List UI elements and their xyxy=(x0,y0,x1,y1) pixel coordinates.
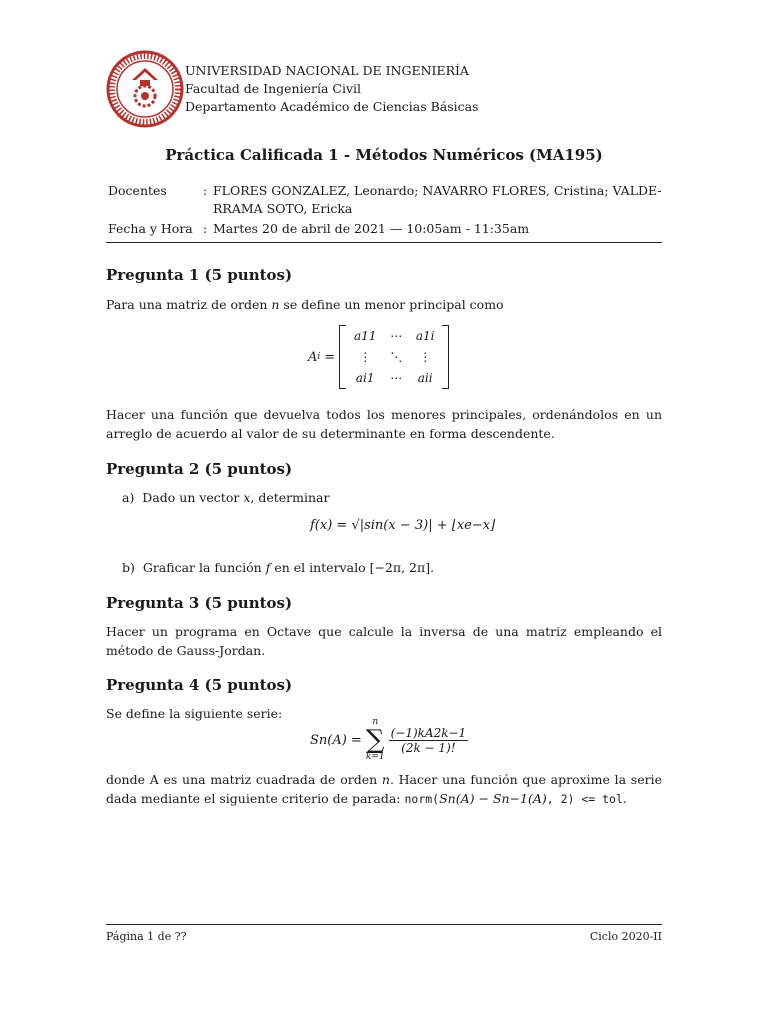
matrix-cell: a1i xyxy=(415,329,435,343)
matrix-cell: ⋯ xyxy=(390,329,403,343)
university-seal-icon xyxy=(106,50,184,128)
q1-title: Pregunta 1 (5 puntos) xyxy=(106,266,293,284)
q4-body: donde A es una matriz cuadrada de orden n. Hacer una función que aproxime la serie dada mediante el siguiente criterio de parada: norm(Sn(A) − Sn−1(A), 2) <= tol. xyxy=(106,772,662,806)
matrix-cell: ai1 xyxy=(355,371,375,385)
docentes-label: Docentes xyxy=(108,183,167,198)
header-divider xyxy=(106,242,662,243)
fecha-label: Fecha y Hora xyxy=(108,221,193,236)
matrix-cell: ⋯ xyxy=(390,371,403,385)
series-lhs: Sn(A) = xyxy=(310,732,362,748)
q1-matrix-formula: A i = a11 ⋯ a1i ⋮ ⋱ ⋮ ai1 ⋯ aii xyxy=(308,325,449,389)
q3-title: Pregunta 3 (5 puntos) xyxy=(106,594,293,612)
q3-body: Hacer un programa en Octave que calcule la inversa de una matriz empleando el método de Gauss-Jordan. xyxy=(106,624,662,658)
faculty-name: Facultad de Ingeniería Civil xyxy=(185,81,362,96)
docentes-value: FLORES GONZALEZ, Leonardo; NAVARRO FLORES, Cristina; VALDE-RRAMA SOTO, Ericka xyxy=(213,183,662,216)
footer-divider xyxy=(106,924,662,925)
summation: n ∑ k=1 xyxy=(365,717,385,762)
q1-matrix xyxy=(346,325,442,389)
matrix-cell: ⋮ xyxy=(359,350,372,364)
exam-meta: Docentes : FLORES GONZALEZ, Leonardo; NAVARRO FLORES, Cristina; VALDE-RRAMA SOTO, Ericka Fecha y Hora : Martes 20 de abril de 2021 — 10:05am - 11:35am xyxy=(108,182,668,238)
matrix-cell: ⋮ xyxy=(419,350,432,364)
fecha-value: Martes 20 de abril de 2021 — 10:05am - 11:35am xyxy=(213,221,530,236)
matrix-cell: a11 xyxy=(353,329,377,343)
department-name: Departamento Académico de Ciencias Básicas xyxy=(185,99,479,114)
stop-criterion-code: norm( xyxy=(404,792,440,806)
q2-item-a: a) Dado un vector x, determinar xyxy=(122,490,330,505)
page-footer xyxy=(106,930,662,943)
q4-title: Pregunta 4 (5 puntos) xyxy=(106,676,293,694)
page-number: Página 1 de ?? xyxy=(106,930,187,943)
q2-title: Pregunta 2 (5 puntos) xyxy=(106,460,293,478)
q2-item-b: b) Graficar la función f en el intervalo [−2π, 2π]. xyxy=(122,560,435,575)
q4-series-formula xyxy=(310,718,468,762)
institution-block xyxy=(185,62,479,116)
q1-body: Hacer una función que devuelva todos los menores principales, ordenándolos en un arreglo de acuerdo al valor de su determinante en forma descendente. xyxy=(106,407,662,441)
cycle-label: Ciclo 2020-II xyxy=(589,930,662,943)
q1-intro: Para una matriz de orden n se define un menor principal como xyxy=(106,297,504,312)
q4-intro: Se define la siguiente serie: xyxy=(106,706,283,721)
exam-title: Práctica Calificada 1 - Métodos Numéricos (MA195) xyxy=(165,146,603,164)
series-fraction: (−1)kA2k−1 (2k − 1)! xyxy=(390,725,467,755)
university-name: UNIVERSIDAD NACIONAL DE INGENIERÍA xyxy=(185,63,469,78)
matrix-cell: aii xyxy=(417,371,433,385)
q2-formula: f(x) = √|sin(x − 3)| + ⌊xe−x⌋ xyxy=(310,518,496,533)
matrix-cell: ⋱ xyxy=(390,350,403,364)
